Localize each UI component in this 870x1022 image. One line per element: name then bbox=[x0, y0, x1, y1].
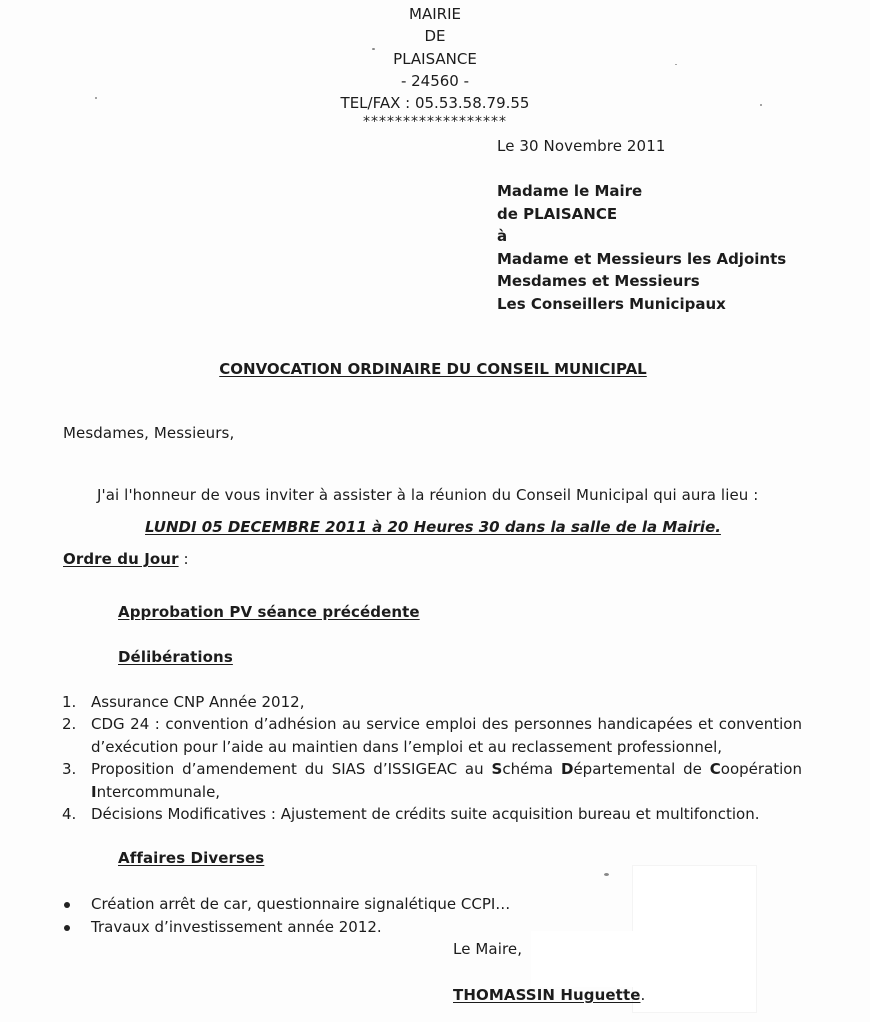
signature-period: . bbox=[640, 986, 646, 1004]
list-item-text bbox=[91, 758, 802, 803]
deliberations-list bbox=[62, 691, 802, 825]
list-item-text-part: épartemental de bbox=[573, 760, 710, 779]
affaires-list bbox=[62, 893, 510, 939]
list-item-number: 1. bbox=[62, 693, 77, 711]
scan-speck bbox=[372, 48, 375, 50]
scan-speck bbox=[95, 97, 97, 99]
list-item-text-part: oopération bbox=[720, 760, 802, 779]
recipient-line-2: Mesdames et Messieurs bbox=[497, 272, 700, 290]
list-item-text-part: Proposition d’amendement du SIAS d’ISSIGEAC au bbox=[91, 760, 492, 779]
list-item-text: CDG 24 : convention d’adhésion au service emploi des personnes handicapées et convention d’exécution pour l’aide au maintien dans l’emploi et au reclassement professionnel, bbox=[91, 715, 802, 756]
list-item bbox=[62, 803, 802, 825]
mairie-header bbox=[300, 3, 570, 130]
sender-line-1: Madame le Maire bbox=[497, 182, 643, 200]
list-item-text-part: ntercommunale, bbox=[96, 782, 221, 801]
redacted-stamp-area bbox=[633, 866, 756, 1012]
list-item bbox=[62, 893, 510, 916]
recipient-line-3: Les Conseillers Municipaux bbox=[497, 294, 726, 313]
bold-initial: I bbox=[91, 782, 97, 801]
list-item bbox=[62, 713, 802, 758]
list-item-text-part: chéma bbox=[502, 760, 561, 779]
signature-name: THOMASSIN Huguette bbox=[453, 986, 641, 1004]
sender-line-2: de PLAISANCE bbox=[497, 204, 618, 223]
document-title-wrap bbox=[0, 360, 866, 378]
signature-role: Le Maire, bbox=[453, 940, 523, 958]
section-deliberations-wrap bbox=[118, 648, 233, 667]
letter-date: Le 30 Novembre 2011 bbox=[497, 137, 666, 155]
bold-initial: C bbox=[709, 760, 721, 779]
list-item-text: Décisions Modificatives : Ajustement de crédits suite acquisition bureau et multifonction. bbox=[91, 805, 760, 824]
scan-speck bbox=[675, 64, 677, 65]
list-item-number: 4. bbox=[62, 805, 77, 824]
redacted-signature-area bbox=[531, 931, 634, 987]
list-item bbox=[62, 758, 802, 803]
bold-initial: S bbox=[491, 760, 503, 779]
scan-speck bbox=[604, 873, 609, 876]
document-title: CONVOCATION ORDINAIRE DU CONSEIL MUNICIPAL bbox=[219, 360, 647, 378]
signature-name-wrap bbox=[453, 986, 645, 1005]
header-line-mairie: MAIRIE bbox=[409, 5, 461, 23]
agenda-colon: : bbox=[178, 550, 189, 568]
bullet-dot bbox=[64, 902, 70, 908]
list-item-text: Création arrêt de car, questionnaire signalétique CCPI… bbox=[91, 895, 511, 913]
list-item-text: Travaux d’investissement année 2012. bbox=[91, 918, 382, 936]
list-item-text: Assurance CNP Année 2012, bbox=[91, 693, 305, 711]
bullet-dot bbox=[64, 925, 70, 931]
salutation: Mesdames, Messieurs, bbox=[63, 424, 235, 442]
agenda-label: Ordre du Jour bbox=[63, 550, 179, 568]
section-affaires-wrap bbox=[118, 849, 264, 868]
header-stars: ****************** bbox=[363, 114, 507, 131]
header-line-phone: TEL/FAX : 05.53.58.79.55 bbox=[340, 94, 530, 113]
section-approbation-wrap bbox=[118, 603, 420, 622]
section-deliberations: Délibérations bbox=[118, 648, 233, 666]
list-item-number: 2. bbox=[62, 715, 77, 734]
recipients-block bbox=[497, 180, 786, 315]
bold-initial: D bbox=[561, 760, 574, 779]
list-item-number: 3. bbox=[62, 760, 77, 779]
meeting-date-wrap bbox=[0, 518, 866, 536]
recipient-a: à bbox=[497, 227, 508, 245]
list-item bbox=[62, 916, 510, 939]
header-line-postcode: - 24560 - bbox=[400, 71, 470, 90]
scan-speck bbox=[760, 104, 762, 106]
agenda-heading bbox=[63, 550, 189, 569]
section-approbation: Approbation PV séance précédente bbox=[118, 603, 420, 621]
header-line-de: DE bbox=[424, 27, 446, 46]
meeting-date: LUNDI 05 DECEMBRE 2011 à 20 Heures 30 dans la salle de la Mairie. bbox=[145, 518, 721, 536]
header-line-plaisance: PLAISANCE bbox=[393, 49, 477, 68]
list-item bbox=[62, 691, 802, 713]
section-affaires: Affaires Diverses bbox=[118, 849, 265, 867]
recipient-line-1: Madame et Messieurs les Adjoints bbox=[497, 249, 787, 268]
invitation-text: J'ai l'honneur de vous inviter à assister à la réunion du Conseil Municipal qui aura lieu : bbox=[97, 486, 759, 504]
